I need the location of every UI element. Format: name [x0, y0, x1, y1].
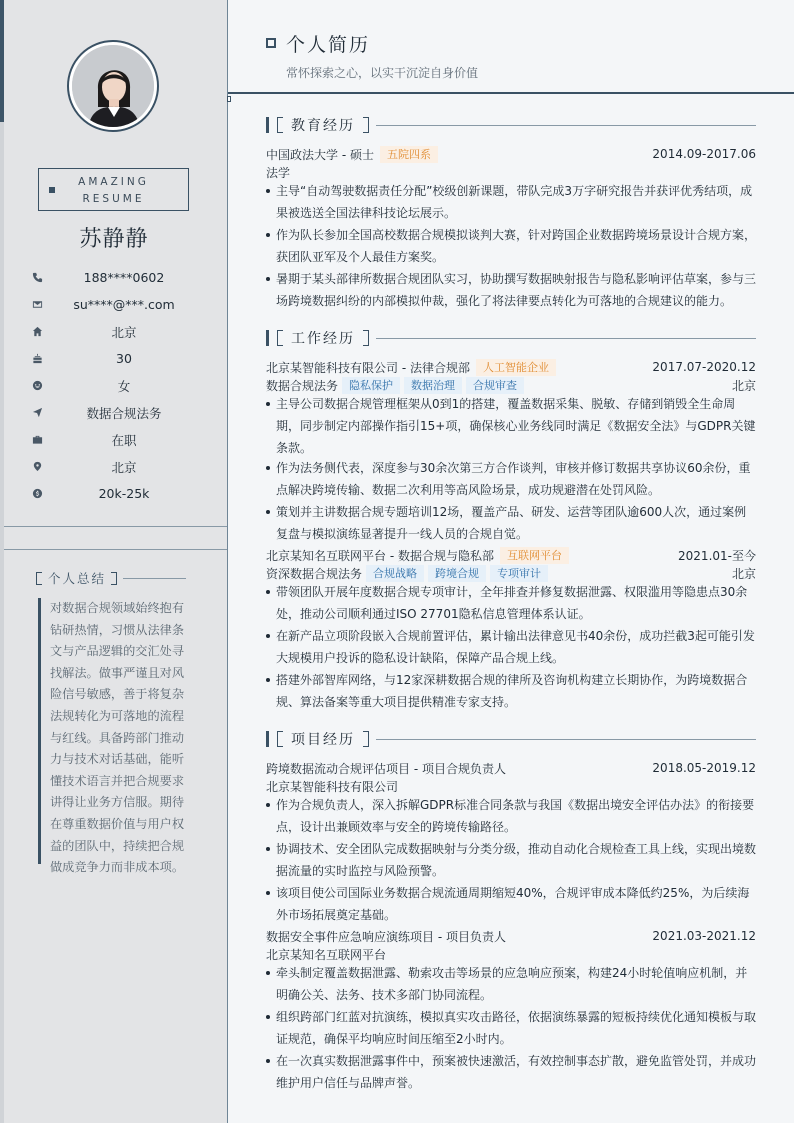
bracket-right-icon [363, 330, 369, 346]
info-age [30, 345, 210, 372]
job-industry-tag: 互联网平台 [500, 547, 569, 564]
info-target-position [30, 399, 210, 426]
education-tag: 五院四系 [380, 146, 438, 163]
list-item: 该项目使公司国际业务数据合规流通周期缩短40%，合规评审成本降低约25%，为后续海外市场拓展奠定基础。 [266, 882, 756, 926]
list-item: 搭建外部智库网络，与12家深耕数据合规的律所及咨询机构建立长期协作，为跨境数据合规、算法备案等重大项目提供精准专家支持。 [266, 669, 756, 713]
education-school: 中国政法大学 - 硕士 [266, 147, 374, 162]
salary-value: 20k-25k [98, 486, 150, 501]
phone-value: 188****0602 [83, 270, 165, 285]
heading-bar [266, 117, 269, 133]
bracket-left-icon [36, 572, 42, 585]
bracket-right-icon [111, 572, 117, 585]
summary-title: 个人总结 [48, 571, 107, 586]
resume-header [228, 0, 794, 94]
education-title: 教育经历 [291, 118, 355, 134]
heading-rule [376, 739, 756, 740]
job-date: 2017.07-2020.12 [652, 360, 756, 374]
project-org: 北京某智能科技有限公司 [266, 779, 399, 794]
bracket-left-icon [277, 330, 283, 346]
list-item: 策划并主讲数据合规专题培训12场，覆盖产品、研发、运营等团队逾600人次，通过案例复盘与模拟演练显著提升一线人员的合规自觉。 [266, 501, 756, 545]
info-email [30, 291, 210, 318]
heading-rule [376, 125, 756, 126]
job-date: 2021.01-至今 [678, 548, 756, 563]
education-major: 法学 [266, 165, 291, 180]
title-square-icon [266, 38, 276, 48]
home-icon [30, 325, 44, 339]
contact-info-list [30, 264, 210, 507]
sidebar-edge [0, 0, 4, 1123]
heading-rule [123, 578, 186, 579]
info-gender [30, 372, 210, 399]
briefcase-icon [30, 433, 44, 447]
project-name: 数据安全事件应急响应演练项目 - 项目负责人 [266, 929, 506, 944]
list-item: 暑期于某头部律所数据合规团队实习，协助撰写数据映射报告与隐私影响评估草案，参与三场跨境数据纠纷的内部模拟仲裁，强化了将法律要点转化为可落地的合规建议的能力。 [266, 268, 756, 312]
location-value: 北京 [111, 459, 137, 475]
email-value: su****@***.com [73, 297, 175, 312]
job-header-row [266, 358, 756, 376]
list-item: 组织跨部门红蓝对抗演练，模拟真实攻击路径，依据演练暴露的短板持续优化通知模板与取证规范，确保平均响应时间压缩至2小时内。 [266, 1006, 756, 1050]
resume-badge [38, 168, 189, 211]
summary-heading [36, 569, 186, 587]
avatar-photo [72, 45, 154, 127]
info-status [30, 426, 210, 453]
job-role: 资深数据合规法务 [266, 566, 363, 581]
gender-value: 女 [117, 378, 131, 394]
list-item: 协调技术、安全团队完成数据映射与分类分级，推动自动化合规检查工具上线，实现出境数据流量的实时监控与风险预警。 [266, 838, 756, 882]
info-phone [30, 264, 210, 291]
age-value: 30 [116, 351, 132, 366]
project-org-row [266, 777, 756, 795]
list-item: 作为队长参加全国高校数据合规模拟谈判大赛，针对跨国企业数据跨境场景设计合规方案，获团队亚军及个人最佳方案奖。 [266, 224, 756, 268]
info-home [30, 318, 210, 345]
job-company: 北京某智能科技有限公司 - 法律合规部 [266, 360, 470, 375]
location-icon [30, 460, 44, 474]
plane-icon [30, 406, 44, 420]
bracket-right-icon [363, 731, 369, 747]
project-date: 2021.03-2021.12 [652, 929, 756, 943]
job-city: 北京 [731, 566, 756, 581]
status-value: 在职 [111, 432, 137, 448]
avatar [67, 40, 159, 132]
mail-icon [30, 298, 44, 312]
bracket-right-icon [363, 117, 369, 133]
skill-tag: 合规审查 [466, 377, 524, 394]
list-item: 在一次真实数据泄露事件中，预案被快速激活，有效控制事态扩散，避免监管处罚，并成功维护用户信任与品牌声誉。 [266, 1050, 756, 1094]
skill-tag: 隐私保护 [342, 377, 400, 394]
bracket-left-icon [277, 117, 283, 133]
page-subtitle: 常怀探索之心，以实干沉淀自身价值 [286, 66, 479, 80]
list-item: 牵头制定覆盖数据泄露、勒索攻击等场景的应急响应预案，构建24小时轮值响应机制，并明确公关、法务、技术多部门协同流程。 [266, 962, 756, 1006]
badge-line-2: RESUME [82, 193, 145, 205]
sidebar [0, 0, 228, 1123]
summary-text: 对数据合规领域始终抱有钻研热情，习惯从法律条文与产品逻辑的交汇处寻找解法。做事严谨且对风险信号敏感，善于将复杂法规转化为可落地的流程与红线。具备跨部门推动力与技术对话基础，能听懂技术语言并把合规要求讲得让业务方信服。期待在尊重数据价值与用户权益的团队中，持续把合规做成竞争力而非成本项。 [38, 598, 188, 864]
sidebar-edge-accent [0, 0, 4, 122]
project-org-row [266, 945, 756, 963]
list-item: 作为合规负责人，深入拆解GDPR标准合同条款与我国《数据出境安全评估办法》的衔接要点，设计出兼顾效率与安全的跨境传输路径。 [266, 794, 756, 838]
candidate-name: 苏静静 [79, 227, 149, 252]
badge-square-icon [49, 187, 55, 193]
money-icon [30, 487, 44, 501]
section-heading-projects [266, 730, 756, 748]
job-company: 北京某知名互联网平台 - 数据合规与隐私部 [266, 548, 494, 563]
skill-tag: 专项审计 [490, 565, 548, 582]
section-heading-education [266, 116, 756, 134]
skill-tag: 合规战略 [366, 565, 424, 582]
list-item: 主导公司数据合规管理框架从0到1的搭建，覆盖数据采集、脱敏、存储到销毁全生命周期，同步制定内部操作指引15+项，确保核心业务线同时满足《数据安全法》与GDPR关键条款。 [266, 393, 756, 459]
badge-line-1: AMAZING [78, 176, 149, 188]
project-date: 2018.05-2019.12 [652, 761, 756, 775]
home-value: 北京 [111, 324, 137, 340]
list-item: 在新产品立项阶段嵌入合规前置评估，累计输出法律意见书40余份，成功拦截3起可能引发大规模用户投诉的隐私设计缺陷，保障产品合规上线。 [266, 625, 756, 669]
heading-bar [266, 731, 269, 747]
section-heading-work [266, 329, 756, 347]
work-title: 工作经历 [291, 331, 355, 347]
list-item: 主导“自动驾驶数据责任分配”校级创新课题，带队完成3万字研究报告并获评优秀结项，成果被选送全国法律科技论坛展示。 [266, 180, 756, 224]
heading-bar [266, 330, 269, 346]
page-title: 个人简历 [286, 34, 371, 56]
job-role-row [266, 564, 756, 582]
phone-icon [30, 271, 44, 285]
list-item: 带领团队开展年度数据合规专项审计，全年排查并修复数据泄露、权限滥用等隐患点30余处，推动公司顺利通过ISO 27701隐私信息管理体系认证。 [266, 581, 756, 625]
list-item: 作为法务侧代表，深度参与30余次第三方合作谈判，审核并修订数据共享协议60余份，重点解决跨境传输、数据二次利用等高风险场景，成功规避潜在处罚风险。 [266, 457, 756, 501]
education-header-row [266, 145, 756, 163]
projects-title: 项目经历 [291, 732, 355, 748]
project-org: 北京某知名互联网平台 [266, 947, 387, 962]
info-salary [30, 480, 210, 507]
job-header-row [266, 546, 756, 564]
education-major-row [266, 163, 756, 181]
job-role: 数据合规法务 [266, 378, 339, 393]
bracket-left-icon [277, 731, 283, 747]
project-header-row [266, 927, 756, 945]
job-city: 北京 [731, 378, 756, 393]
skill-tag: 数据治理 [404, 377, 462, 394]
cake-icon [30, 352, 44, 366]
info-location [30, 453, 210, 480]
heading-rule [376, 338, 756, 339]
target-position-value: 数据合规法务 [86, 405, 162, 421]
project-name: 跨境数据流动合规评估项目 - 项目合规负责人 [266, 761, 506, 776]
education-date: 2014.09-2017.06 [652, 147, 756, 161]
job-industry-tag: 人工智能企业 [476, 359, 556, 376]
project-header-row [266, 759, 756, 777]
sidebar-divider [4, 526, 227, 527]
job-role-row [266, 376, 756, 394]
header-corner-mark [227, 96, 231, 102]
sidebar-divider [4, 549, 227, 550]
skill-tag: 跨境合规 [428, 565, 486, 582]
face-icon [30, 379, 44, 393]
